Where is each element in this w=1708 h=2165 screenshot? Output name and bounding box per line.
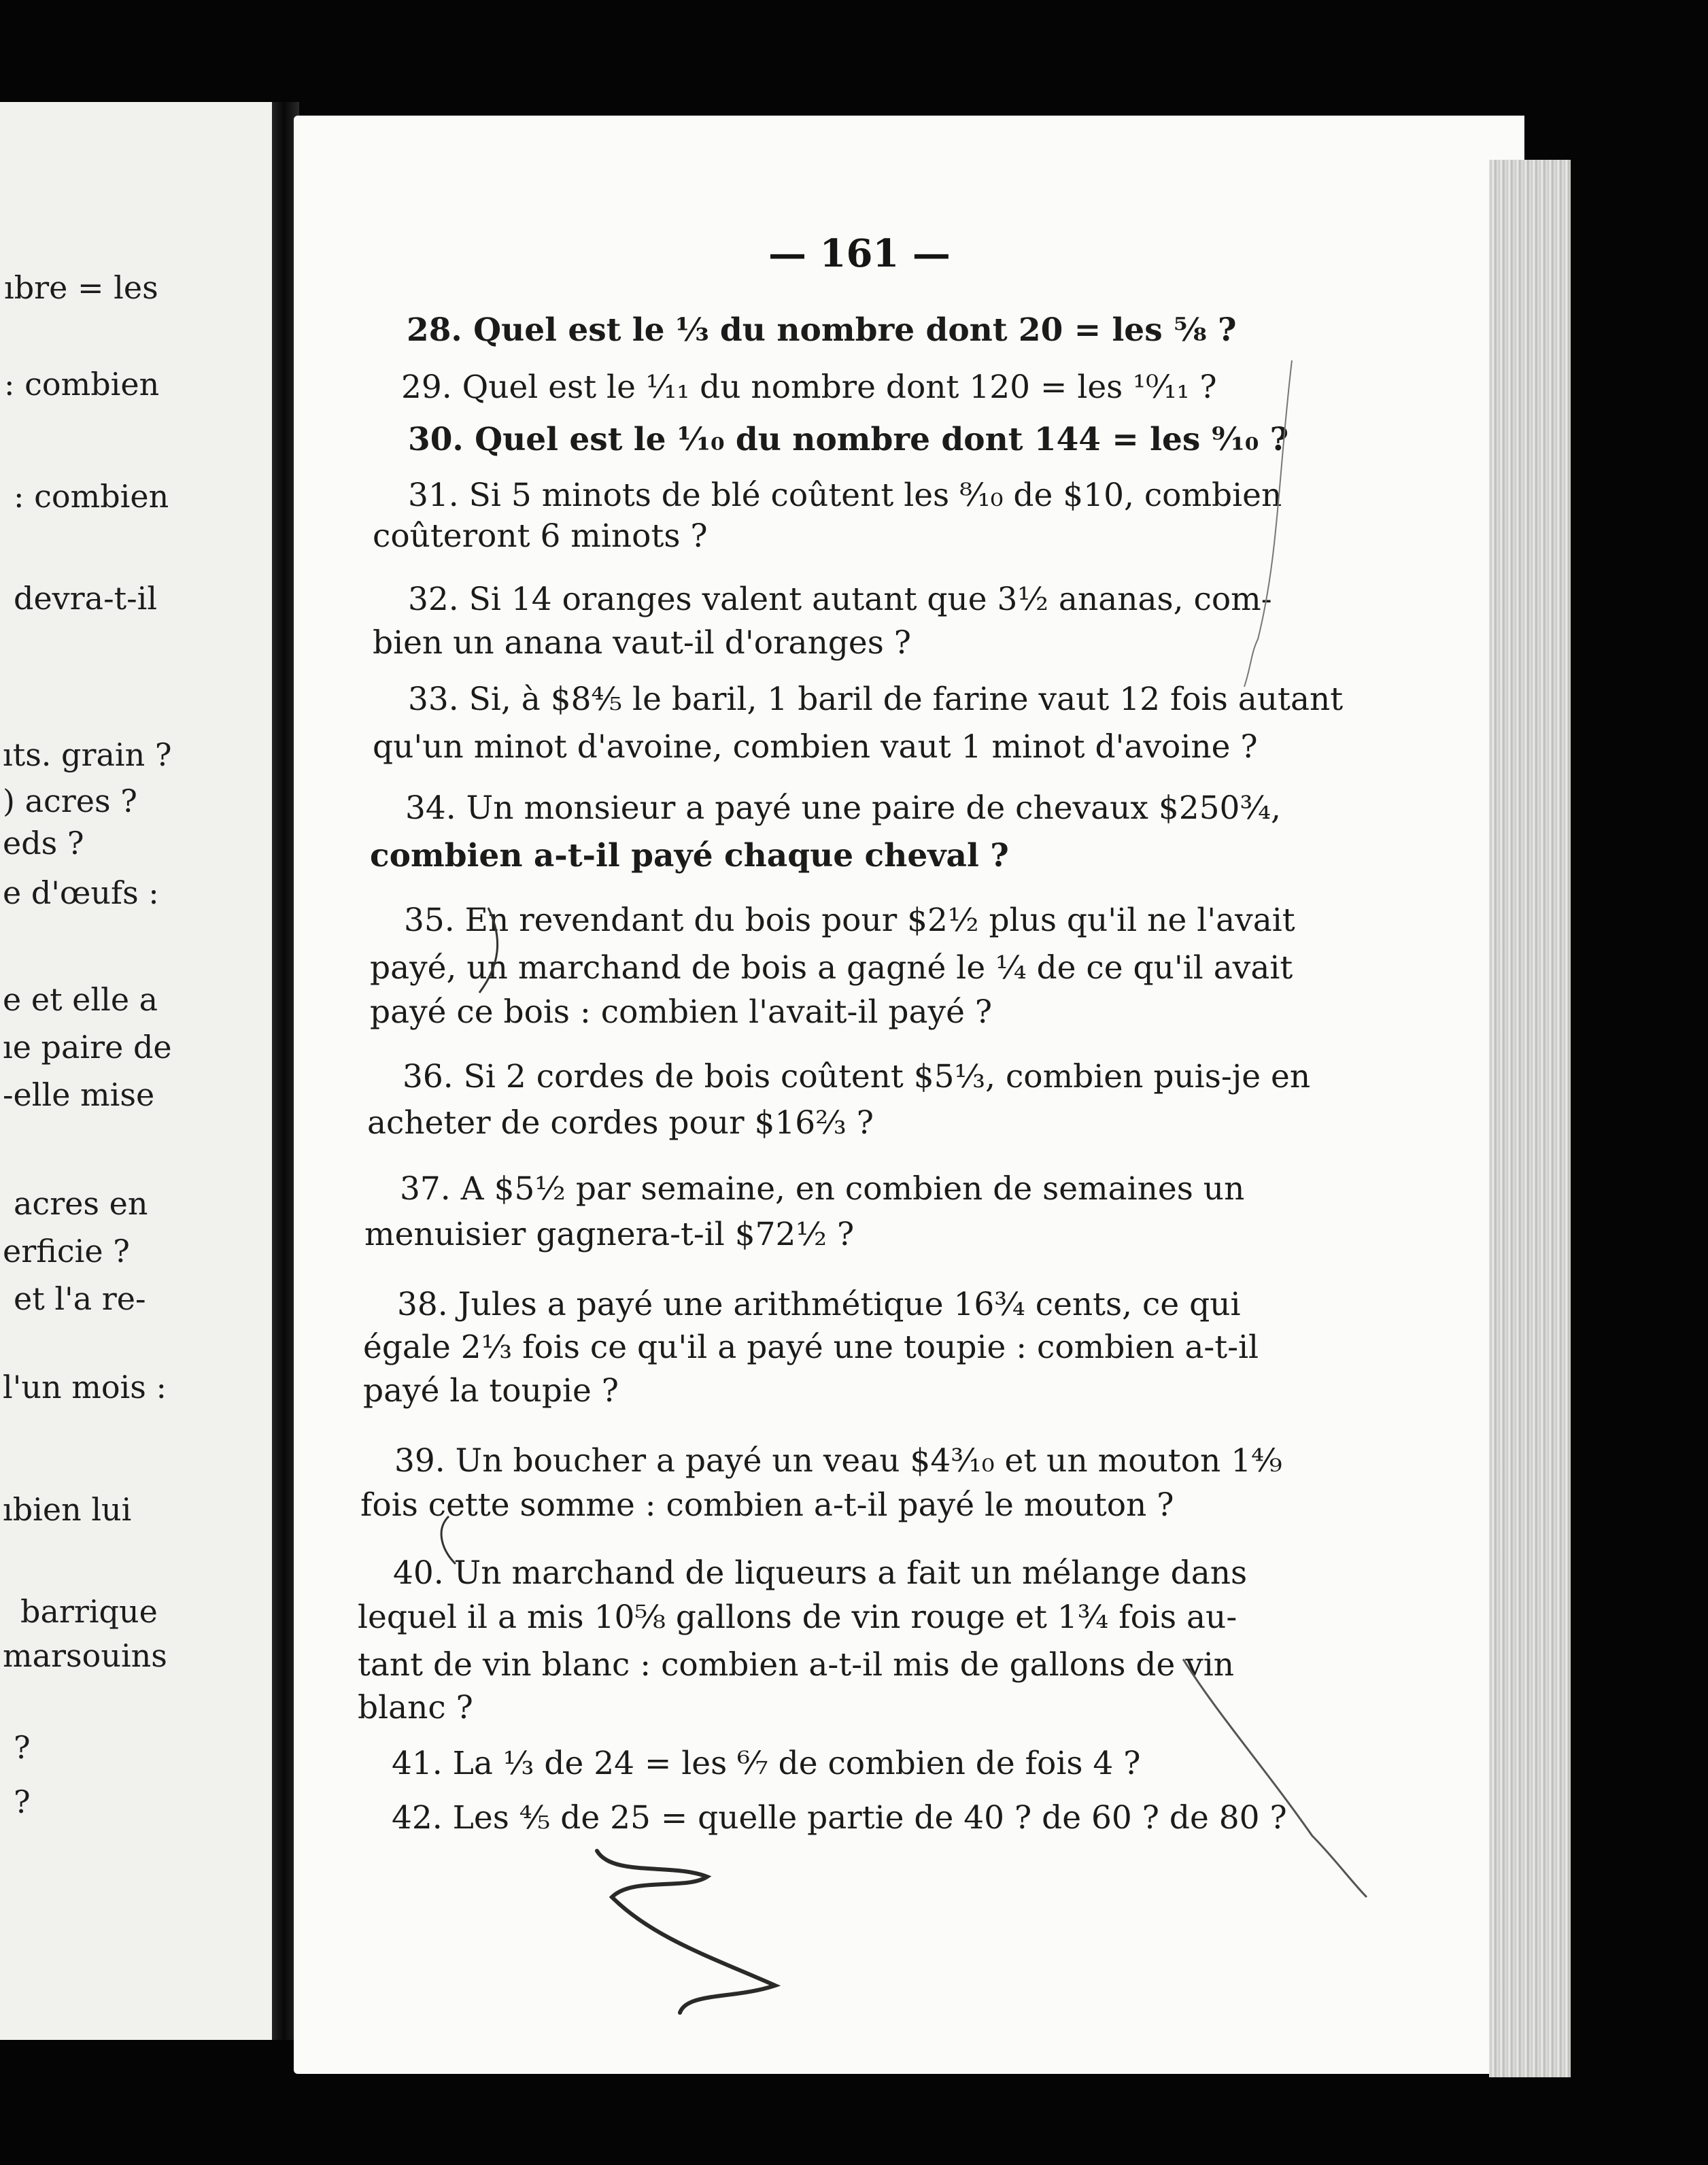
problem-line: 32. Si 14 oranges valent autant que 3½ ananas, com- [408,581,1272,618]
problem-line: 39. Un boucher a payé un veau $4³⁄₁₀ et un mouton 1⁴⁄₉ [394,1442,1282,1480]
problem-line: 36. Si 2 cordes de bois coûtent $5⅓, combien puis-je en [403,1058,1311,1095]
problem-line: 35. En revendant du bois pour $2½ plus qu'il ne l'avait [404,902,1295,939]
left-line: ıbien lui [3,1491,132,1528]
left-line: marsouins [3,1637,167,1674]
problem-line: combien a-t-il payé chaque cheval ? [370,837,1009,874]
left-line: ? [14,1784,31,1820]
problem-line: payé, un marchand de bois a gagné le ¼ de ce qu'il avait [370,949,1293,987]
problem-line: 41. La ⅓ de 24 = les ⁶⁄₇ de combien de fois 4 ? [392,1745,1141,1782]
problem-line: 31. Si 5 minots de blé coûtent les ⁸⁄₁₀ de $10, combien [408,477,1282,514]
problem-line: 38. Jules a payé une arithmétique 16¾ cents, ce qui [397,1286,1241,1323]
left-line: e et elle a [3,981,158,1018]
problem-line: qu'un minot d'avoine, combien vaut 1 minot d'avoine ? [373,728,1258,766]
left-page [0,102,272,2040]
left-line: ıbre = les [4,269,158,306]
left-line: : combien [14,478,169,515]
problem-line: 28. Quel est le ⅓ du nombre dont 20 = les ⅝ ? [407,311,1237,349]
problem-line: 40. Un marchand de liqueurs a fait un mélange dans [393,1554,1248,1592]
left-line: ıts. grain ? [3,736,172,773]
problem-line: 30. Quel est le ¹⁄₁₀ du nombre dont 144 = les ⁹⁄₁₀ ? [408,421,1289,458]
problem-line: 33. Si, à $8⅘ le baril, 1 baril de farine vaut 12 fois autant [408,681,1344,718]
problem-line: payé ce bois : combien l'avait-il payé ? [370,993,993,1031]
problem-line: égale 2⅓ fois ce qu'il a payé une toupie : combien a-t-il [363,1329,1259,1366]
problem-line: coûteront 6 minots ? [373,517,708,555]
left-line: erficie ? [3,1233,130,1269]
left-line: barrique [20,1593,158,1630]
problem-line: lequel il a mis 10⅝ gallons de vin rouge et 1¾ fois au- [358,1599,1237,1636]
left-line: ıe paire de [3,1029,172,1066]
left-line: e d'œufs : [3,874,159,911]
problem-line: tant de vin blanc : combien a-t-il mis de gallons de vin [358,1646,1235,1684]
page-number: — 161 — [768,231,951,276]
left-line: -elle mise [3,1076,155,1113]
page-edge [1489,160,1571,2077]
left-line: ? [14,1729,31,1766]
problem-line: menuisier gagnera-t-il $72½ ? [364,1216,855,1253]
left-line: l'un mois : [3,1369,167,1405]
problem-line: fois cette somme : combien a-t-il payé le mouton ? [360,1486,1174,1524]
left-line: : combien [4,366,160,403]
left-line: ) acres ? [3,783,137,819]
problem-line: bien un anana vaut-il d'oranges ? [373,624,912,662]
problem-line: 29. Quel est le ¹⁄₁₁ du nombre dont 120 = les ¹⁰⁄₁₁ ? [401,369,1217,406]
problem-line: acheter de cordes pour $16⅔ ? [367,1104,874,1142]
problem-line: blanc ? [358,1689,473,1726]
problem-line: 34. Un monsieur a payé une paire de chevaux $250¾, [405,789,1281,827]
left-line: devra-t-il [14,580,158,617]
left-line: et l'a re- [14,1280,146,1317]
problem-line: 42. Les ⅘ de 25 = quelle partie de 40 ? de 60 ? de 80 ? [392,1799,1287,1837]
left-line: eds ? [3,825,84,862]
left-line: acres en [14,1185,148,1222]
problem-line: payé la toupie ? [363,1372,619,1410]
problem-line: 37. A $5½ par semaine, en combien de semaines un [400,1170,1245,1208]
